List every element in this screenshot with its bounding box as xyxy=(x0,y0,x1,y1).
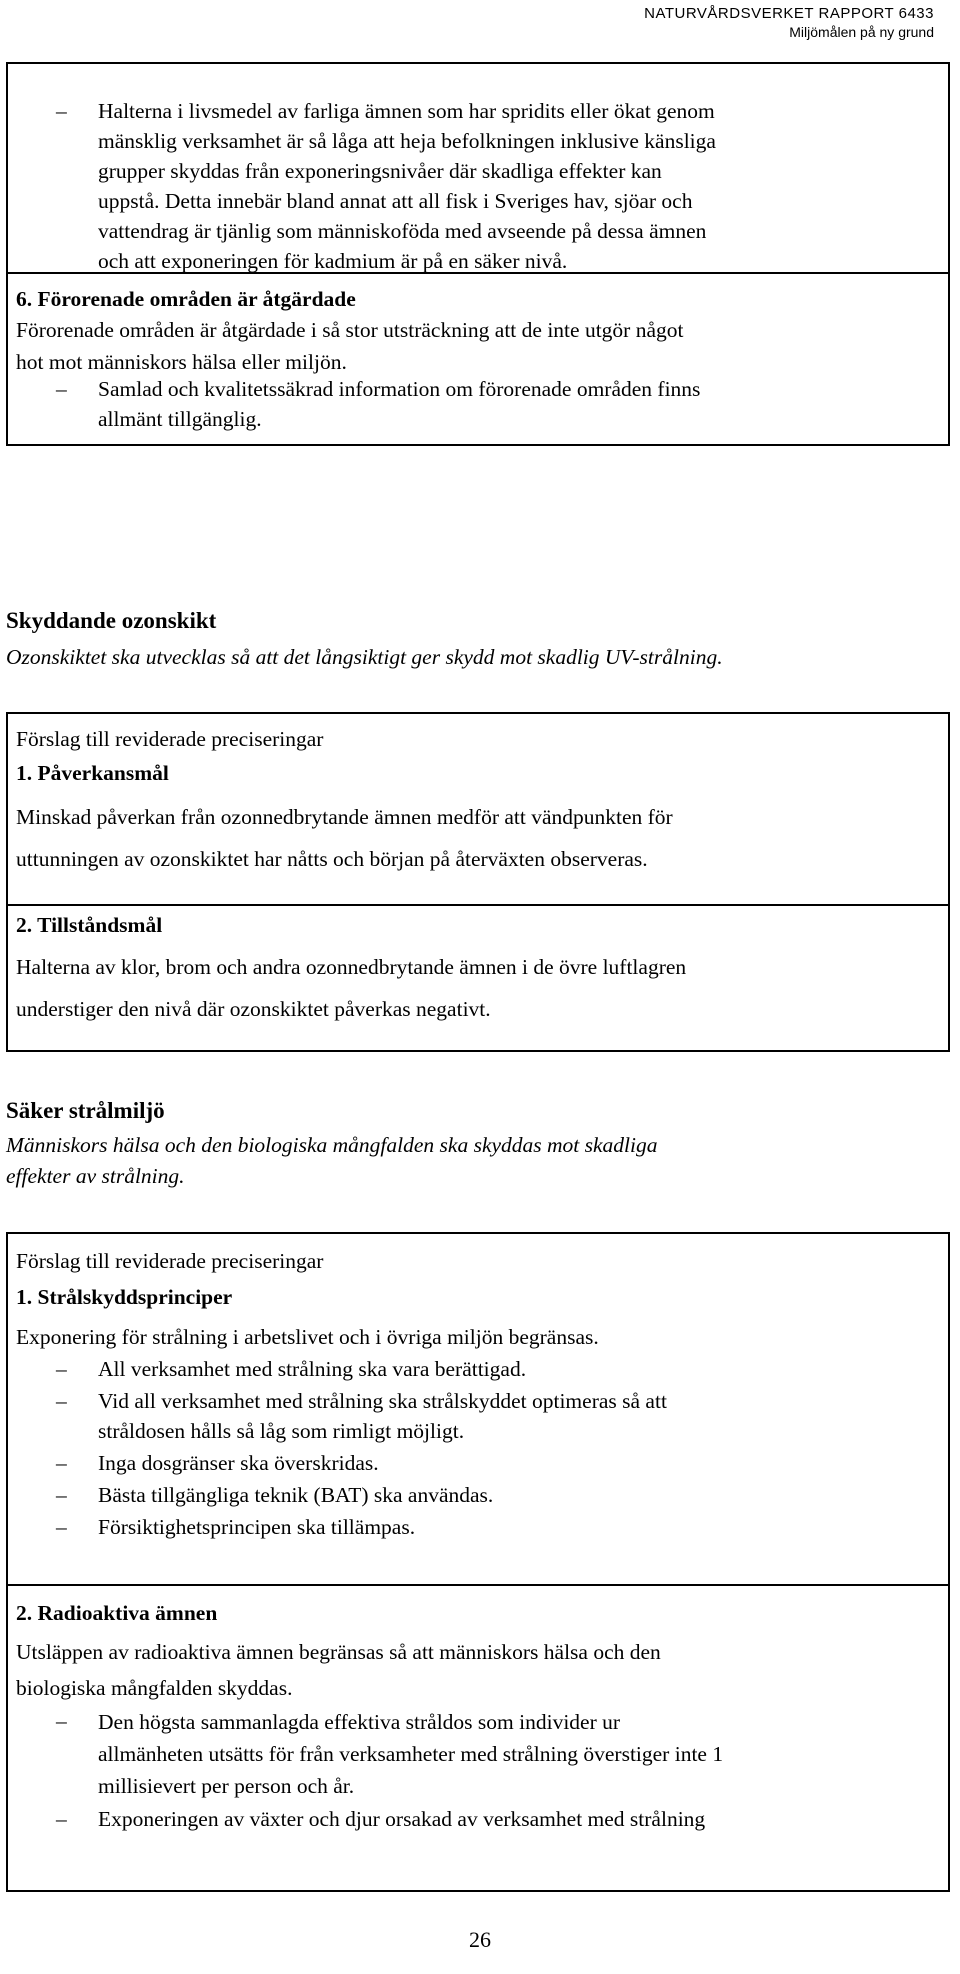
dash-item-berattigad xyxy=(56,1354,936,1384)
dash-item-information xyxy=(56,374,936,434)
section-title-ozonskikt: Skyddande ozonskikt xyxy=(6,608,217,633)
text-line: Minskad påverkan från ozonnedbrytande ämnen medför att vändpunkten för xyxy=(16,805,673,829)
text-line: Halterna av klor, brom och andra ozonnedbrytande ämnen i de övre luftlagren xyxy=(16,955,687,979)
box-ozon-preciseringar xyxy=(6,712,950,1052)
dash-item-straldos xyxy=(56,1706,936,1802)
dash-marker: – xyxy=(56,1515,67,1539)
text-line: allmänt tillgänglig. xyxy=(98,407,262,431)
text-line: Försiktighetsprincipen ska tillämpas. xyxy=(98,1515,416,1539)
dash-marker: – xyxy=(56,1807,67,1831)
box-divider xyxy=(8,904,948,906)
ozon-p1-text xyxy=(16,796,936,880)
stral-p2-title: 2. Radioaktiva ämnen xyxy=(16,1601,218,1625)
text-line: stråldosen hålls så låg som rimligt möjligt. xyxy=(98,1419,465,1443)
stral-p1-title: 1. Strålskyddsprinciper xyxy=(16,1285,233,1309)
section-goal-ozonskikt: Ozonskiktet ska utvecklas så att det långsiktigt ger skydd mot skadlig UV-strålning. xyxy=(6,645,723,669)
ozon-p2-text xyxy=(16,946,936,1030)
dash-item-dosgranser xyxy=(56,1448,936,1478)
text-line: Människors hälsa och den biologiska mångfalden ska skyddas mot skadliga xyxy=(6,1133,658,1157)
ozon-p2-title: 2. Tillståndsmål xyxy=(16,913,163,937)
box-divider xyxy=(8,1584,948,1586)
text-line: Utsläppen av radioaktiva ämnen begränsas så att människors hälsa och den xyxy=(16,1640,661,1664)
text-line: uppstå. Detta innebär bland annat att all fisk i Sveriges hav, sjöar och xyxy=(98,189,693,213)
text-line: Bästa tillgängliga teknik (BAT) ska användas. xyxy=(98,1483,494,1507)
text-line: allmänheten utsätts för från verksamheter med strålning överstiger inte 1 xyxy=(98,1742,724,1766)
dash-item-bat xyxy=(56,1480,936,1510)
text-line: understiger den nivå där ozonskiktet påverkas negativt. xyxy=(16,997,491,1021)
box-heading: Förslag till reviderade preciseringar xyxy=(16,727,324,751)
dash-item-forsiktighet xyxy=(56,1512,936,1542)
text-line: Vid all verksamhet med strålning ska strålskyddet optimeras så att xyxy=(98,1389,667,1413)
text-line: biologiska mångfalden skyddas. xyxy=(16,1676,293,1700)
dash-item-optimeras xyxy=(56,1386,936,1446)
text-line: Förorenade områden är åtgärdade i så stor utsträckning att de inte utgör något xyxy=(16,318,684,342)
dash-marker: – xyxy=(56,1389,67,1413)
text-line: vattendrag är tjänlig som människoföda med avseende på dessa ämnen xyxy=(98,219,707,243)
text-line: och att exponeringen för kadmium är på en säker nivå. xyxy=(98,249,568,273)
report-name: NATURVÅRDSVERKET RAPPORT 6433 xyxy=(644,5,934,22)
text-line: hot mot människors hälsa eller miljön. xyxy=(16,350,347,374)
section-title-stralmiljo: Säker strålmiljö xyxy=(6,1098,165,1123)
running-header xyxy=(644,4,934,42)
box-stral-preciseringar xyxy=(6,1232,950,1892)
text-line: Exponeringen av växter och djur orsakad av verksamhet med strålning xyxy=(98,1807,706,1831)
page-number: 26 xyxy=(469,1927,491,1952)
dash-marker: – xyxy=(56,1709,67,1733)
dash-item-halter xyxy=(56,96,936,276)
dash-marker: – xyxy=(56,1357,67,1381)
section-6-text xyxy=(16,314,936,378)
text-line: Halterna i livsmedel av farliga ämnen som har spridits eller ökat genom xyxy=(98,99,715,123)
dash-item-exponering-vaxter xyxy=(56,1804,936,1836)
text-line: millisievert per person och år. xyxy=(98,1774,355,1798)
report-subtitle: Miljömålen på ny grund xyxy=(789,24,934,40)
text-line: All verksamhet med strålning ska vara berättigad. xyxy=(98,1357,527,1381)
dash-marker: – xyxy=(56,1483,67,1507)
text-line: grupper skyddas från exponeringsnivåer där skadliga effekter kan xyxy=(98,159,662,183)
text-line: uttunningen av ozonskiktet har nåtts och början på återväxten observeras. xyxy=(16,847,648,871)
dash-marker: – xyxy=(56,1451,67,1475)
text-line: effekter av strålning. xyxy=(6,1164,185,1188)
text-line: Samlad och kvalitetssäkrad information om förorenade områden finns xyxy=(98,377,701,401)
dash-marker: – xyxy=(56,99,67,123)
stral-p1-text: Exponering för strålning i arbetslivet och i övriga miljön begränsas. xyxy=(16,1325,599,1349)
text-line: Inga dosgränser ska överskridas. xyxy=(98,1451,379,1475)
section-goal-stralmiljo xyxy=(6,1130,946,1192)
text-line: Den högsta sammanlagda effektiva stråldos som individer ur xyxy=(98,1710,621,1734)
section-6-title: 6. Förorenade områden är åtgärdade xyxy=(16,287,356,311)
stral-p2-text xyxy=(16,1634,936,1706)
ozon-p1-title: 1. Påverkansmål xyxy=(16,761,169,785)
box-heading: Förslag till reviderade preciseringar xyxy=(16,1249,324,1273)
box-continued-preciseringar xyxy=(6,62,950,446)
dash-marker: – xyxy=(56,377,67,401)
text-line: mänsklig verksamhet är så låga att heja befolkningen inklusive känsliga xyxy=(98,129,716,153)
